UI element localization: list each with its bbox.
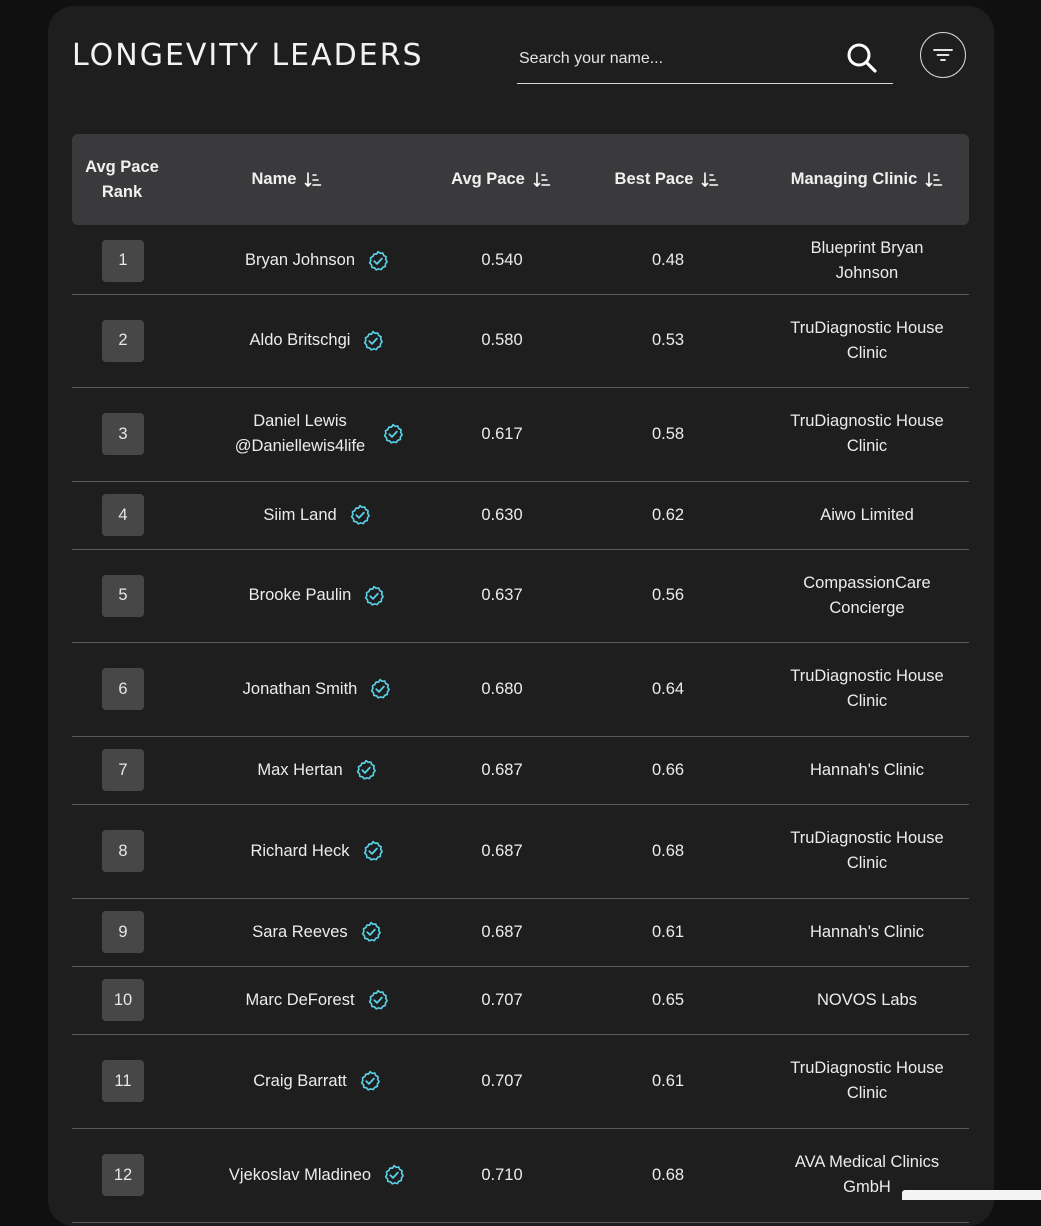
verified-check-icon <box>367 250 389 272</box>
name-cell[interactable] <box>202 642 432 736</box>
rank-cell <box>102 804 144 898</box>
participant-name[interactable]: Brooke Paulin <box>248 586 352 604</box>
avg-pace-cell: 0.687 <box>481 760 523 779</box>
best-pace-cell: 0.68 <box>651 1165 685 1184</box>
column-header-rank <box>72 134 172 225</box>
rank-badge: 9 <box>102 911 144 953</box>
clinic-name: NOVOS Labs <box>817 990 917 1009</box>
participant-name[interactable]: Daniel Lewis @Daniellewis4life <box>234 412 366 455</box>
rank-cell <box>102 294 144 387</box>
name-cell[interactable] <box>202 1034 432 1128</box>
rank-cell <box>102 549 144 642</box>
name-cell[interactable] <box>202 387 432 481</box>
verified-check-icon <box>382 423 404 445</box>
corner-watermark <box>902 1190 1041 1200</box>
rank-cell <box>102 966 144 1034</box>
verified-check-icon <box>369 678 391 700</box>
filter-icon <box>932 47 954 63</box>
clinic-cell <box>772 1128 962 1222</box>
name-cell[interactable] <box>202 294 432 387</box>
clinic-cell <box>772 1034 962 1128</box>
table-row[interactable] <box>72 966 969 1035</box>
rank-cell <box>102 387 144 481</box>
verified-check-icon <box>367 989 389 1011</box>
table-row[interactable] <box>72 387 969 482</box>
best-pace-cell: 0.65 <box>651 990 685 1009</box>
rank-badge: 3 <box>102 413 144 455</box>
rank-badge: 1 <box>102 240 144 282</box>
rank-cell <box>102 898 144 966</box>
leaderboard-panel <box>48 6 994 1226</box>
table-row[interactable] <box>72 898 969 967</box>
participant-name[interactable]: Marc DeForest <box>245 990 355 1009</box>
rank-badge: 11 <box>102 1060 144 1102</box>
table-row[interactable] <box>72 294 969 388</box>
table-row[interactable] <box>72 549 969 643</box>
filter-button[interactable] <box>920 32 966 78</box>
clinic-name: TruDiagnostic House Clinic <box>790 1059 944 1102</box>
participant-name[interactable]: Richard Heck <box>250 841 350 860</box>
name-cell[interactable] <box>202 736 432 804</box>
name-cell[interactable] <box>202 898 432 966</box>
name-cell[interactable] <box>202 227 432 294</box>
best-pace-cell: 0.68 <box>651 841 685 860</box>
avg-pace-cell: 0.630 <box>481 505 523 524</box>
clinic-name: TruDiagnostic House Clinic <box>790 412 944 455</box>
participant-name[interactable]: Vjekoslav Mladineo <box>228 1165 372 1184</box>
best-pace-cell: 0.64 <box>651 679 685 698</box>
clinic-cell <box>772 804 962 898</box>
clinic-name: CompassionCare Concierge <box>803 573 931 617</box>
rank-badge: 10 <box>102 979 144 1021</box>
avg-pace-cell: 0.707 <box>481 990 523 1009</box>
clinic-cell <box>772 227 962 294</box>
participant-name[interactable]: Bryan Johnson <box>244 251 356 269</box>
table-row[interactable] <box>72 1034 969 1129</box>
rank-badge: 8 <box>102 830 144 872</box>
column-header-clinic-label: Managing Clinic <box>790 170 918 188</box>
column-header-managing-clinic[interactable] <box>772 134 962 225</box>
rank-badge: 4 <box>102 494 144 536</box>
sort-icon[interactable] <box>304 171 322 189</box>
participant-name[interactable]: Max Hertan <box>257 760 343 779</box>
table-row[interactable] <box>72 481 969 550</box>
best-pace-cell: 0.48 <box>651 251 685 269</box>
name-cell[interactable] <box>202 481 432 549</box>
column-header-avg-pace-label: Avg Pace <box>451 170 525 188</box>
best-pace-cell: 0.56 <box>651 586 685 604</box>
avg-pace-cell: 0.710 <box>481 1165 523 1184</box>
name-cell[interactable] <box>202 549 432 642</box>
best-pace-cell: 0.53 <box>651 331 685 349</box>
table-row[interactable] <box>72 804 969 899</box>
verified-check-icon <box>362 330 384 352</box>
table-row[interactable] <box>72 1128 969 1223</box>
clinic-cell <box>772 966 962 1034</box>
best-pace-cell: 0.66 <box>651 760 685 779</box>
clinic-cell <box>772 736 962 804</box>
rank-badge: 2 <box>102 320 144 362</box>
rank-cell <box>102 736 144 804</box>
rank-badge: 6 <box>102 668 144 710</box>
avg-pace-cell: 0.680 <box>481 679 523 698</box>
clinic-name: TruDiagnostic House Clinic <box>790 829 944 872</box>
avg-pace-cell: 0.687 <box>481 922 523 941</box>
column-header-rank-label: Avg Pace Rank <box>85 157 159 201</box>
column-header-best-pace-label: Best Pace <box>614 170 694 188</box>
verified-check-icon <box>383 1164 405 1186</box>
search-input[interactable] <box>517 44 831 74</box>
rank-badge: 12 <box>102 1154 144 1196</box>
column-header-best-pace[interactable] <box>572 134 762 225</box>
clinic-cell <box>772 642 962 736</box>
verified-check-icon <box>360 921 382 943</box>
table-row[interactable] <box>72 642 969 737</box>
rank-cell <box>102 481 144 549</box>
table-row[interactable] <box>72 227 969 295</box>
verified-check-icon <box>359 1070 381 1092</box>
table-row[interactable] <box>72 736 969 805</box>
clinic-name: AVA Medical Clinics GmbH <box>794 1153 940 1196</box>
table-header <box>72 134 969 225</box>
participant-name[interactable]: Aldo Britschgi <box>249 331 351 349</box>
clinic-name: Hannah's Clinic <box>809 760 925 779</box>
best-pace-cell: 0.62 <box>651 505 685 524</box>
clinic-cell <box>772 898 962 966</box>
search-icon[interactable] <box>845 41 879 75</box>
avg-pace-cell: 0.580 <box>481 331 523 349</box>
column-header-name[interactable] <box>192 134 382 225</box>
clinic-name: Blueprint Bryan Johnson <box>810 238 924 282</box>
verified-check-icon <box>349 504 371 526</box>
clinic-cell <box>772 481 962 549</box>
avg-pace-cell: 0.687 <box>481 841 523 860</box>
sort-icon[interactable] <box>533 171 551 189</box>
search-bar <box>517 36 893 84</box>
sort-icon[interactable] <box>701 171 719 189</box>
verified-check-icon <box>362 840 384 862</box>
clinic-name: Hannah's Clinic <box>809 922 925 941</box>
page-title: LONGEVITY LEADERS <box>72 38 424 73</box>
avg-pace-cell: 0.707 <box>481 1071 523 1090</box>
rank-badge: 7 <box>102 749 144 791</box>
clinic-name: TruDiagnostic House Clinic <box>790 318 944 362</box>
name-cell[interactable] <box>202 1128 432 1222</box>
best-pace-cell: 0.58 <box>651 424 685 443</box>
column-header-name-label: Name <box>251 170 297 188</box>
rank-badge: 5 <box>102 575 144 617</box>
participant-name[interactable]: Craig Barratt <box>253 1071 347 1090</box>
rank-cell <box>102 642 144 736</box>
verified-check-icon <box>355 759 377 781</box>
clinic-cell <box>772 294 962 387</box>
name-cell[interactable] <box>202 966 432 1034</box>
avg-pace-cell: 0.540 <box>481 251 523 269</box>
clinic-name: Aiwo Limited <box>820 505 914 524</box>
clinic-cell <box>772 387 962 481</box>
name-cell[interactable] <box>202 804 432 898</box>
participant-name[interactable]: Siim Land <box>263 505 337 524</box>
clinic-name: TruDiagnostic House Clinic <box>790 667 944 710</box>
rank-cell <box>102 227 144 294</box>
column-header-avg-pace[interactable] <box>406 134 596 225</box>
best-pace-cell: 0.61 <box>651 922 685 941</box>
avg-pace-cell: 0.637 <box>481 586 523 604</box>
rank-cell <box>102 1128 144 1222</box>
participant-name[interactable]: Jonathan Smith <box>242 679 358 698</box>
participant-name[interactable]: Sara Reeves <box>252 922 348 941</box>
sort-icon[interactable] <box>925 171 943 189</box>
clinic-cell <box>772 549 962 642</box>
best-pace-cell: 0.61 <box>651 1071 685 1090</box>
verified-check-icon <box>363 585 385 607</box>
rank-cell <box>102 1034 144 1128</box>
avg-pace-cell: 0.617 <box>481 424 523 443</box>
